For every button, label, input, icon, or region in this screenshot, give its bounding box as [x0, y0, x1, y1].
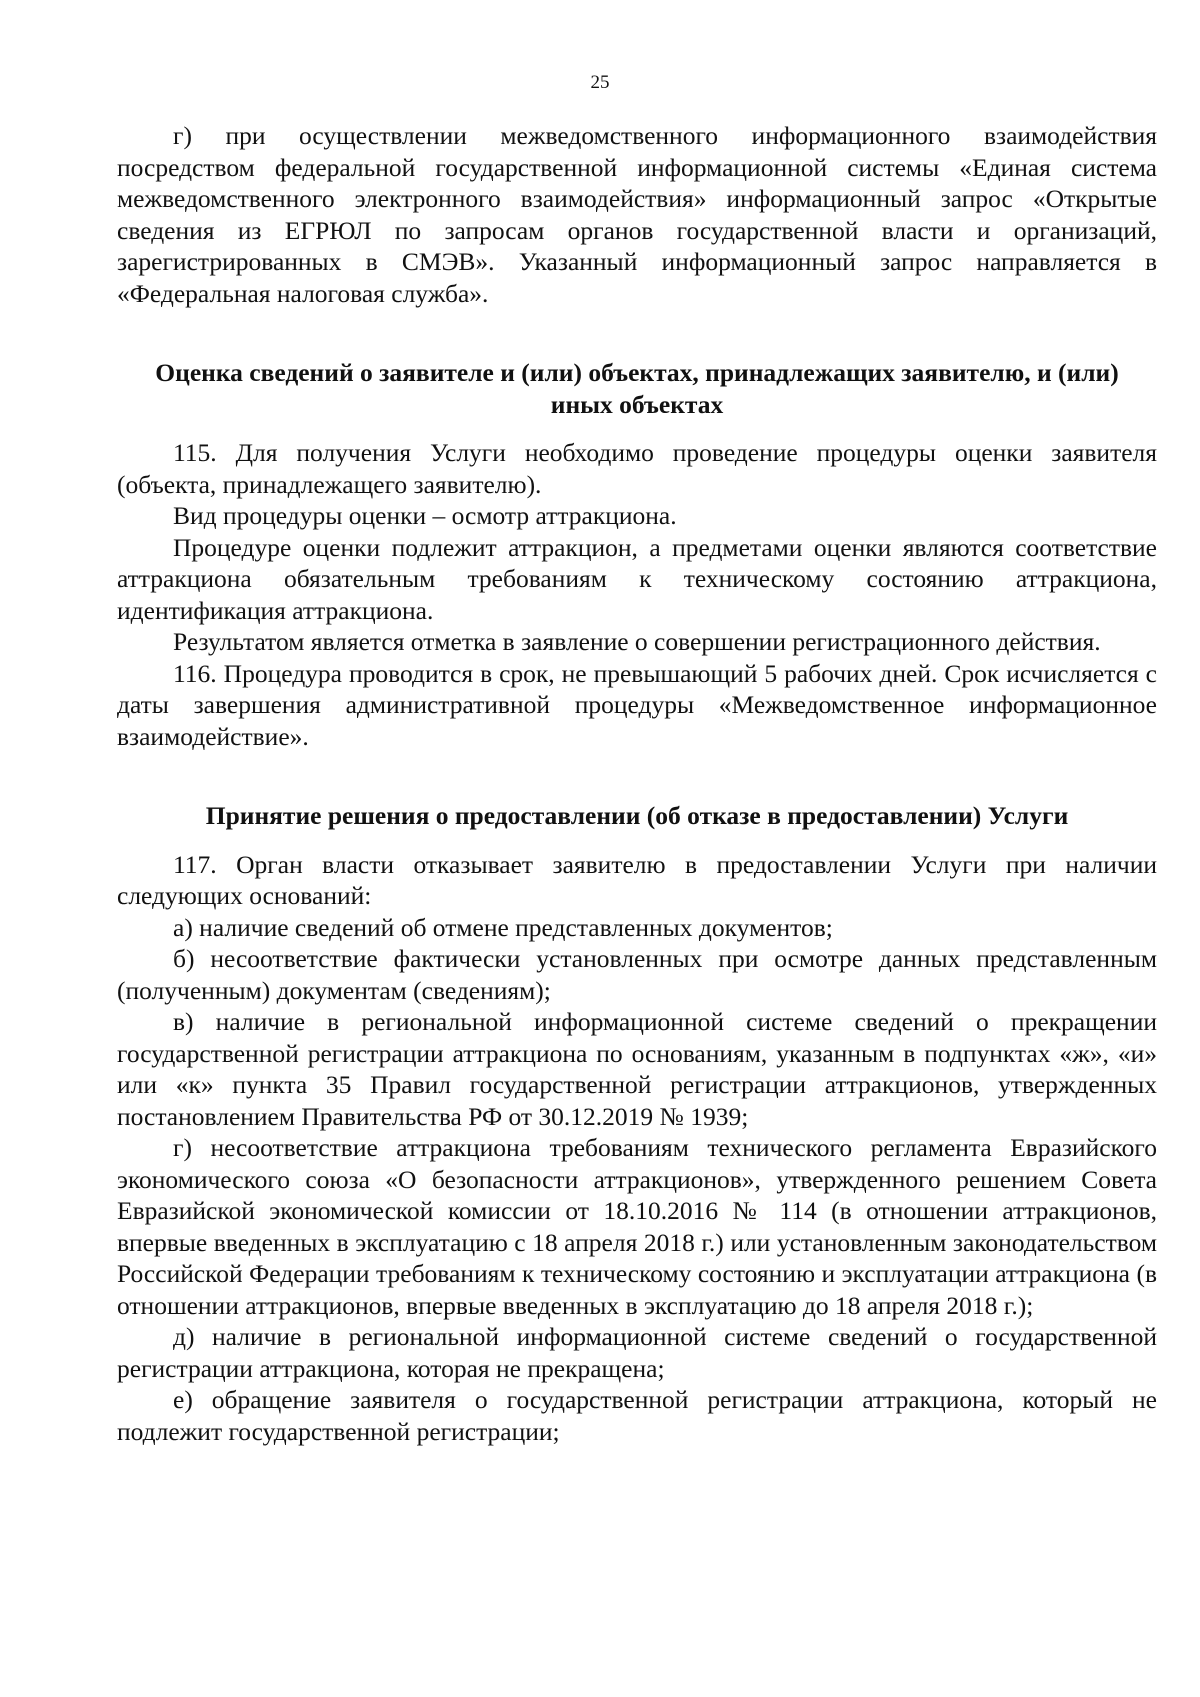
paragraph-g-smev: г) при осуществлении межведомственного информационного взаимодействия посредством федеральной государственной информационной системы «Единая система межведомственного электронного взаимодействия» информационный запрос «Открытые сведения из ЕГРЮЛ по запросам органов государственной власти и организаций, зарегистрированных в СМЭВ». Указанный информационный запрос направляется в «Федеральная налоговая служба». — [117, 121, 1157, 308]
section-heading-assessment: Оценка сведений о заявителе и (или) объектах, принадлежащих заявителю, и (или) иных объектах — [155, 358, 1119, 419]
paragraph-117-d: д) наличие в региональной информационной системе сведений о государственной регистрации аттракциона, которая не прекращена; — [117, 1322, 1157, 1383]
paragraph-116: 116. Процедура проводится в срок, не превышающий 5 рабочих дней. Срок исчисляется с даты завершения административной процедуры «Межведомственное информационное взаимодействие». — [117, 658, 1157, 751]
paragraph-assessment-type: Вид процедуры оценки – осмотр аттракциона. — [173, 501, 677, 530]
paragraph-117-g: г) несоответствие аттракциона требованиям технического регламента Евразийского экономического союза «О безопасности аттракционов», утвержденного решением Совета Евразийской экономической комиссии от 18.10.2016 № 114 (в отношении аттракционов, впервые введенных в эксплуатацию с 18 апреля 2018 г.) или установленным законодательством Российской Федерации требованиям к техническому состоянию и эксплуатации аттракциона (в отношении аттракционов, впервые введенных в эксплуатацию до 18 апреля 2018 г.); — [117, 1133, 1157, 1320]
paragraph-117-e: е) обращение заявителя о государственной регистрации аттракциона, который не подлежит государственной регистрации; — [117, 1385, 1157, 1446]
document-body — [117, 120, 1157, 1447]
paragraph-117-b: б) несоответствие фактически установленных при осмотре данных представленным (полученным) документам (сведениям); — [117, 944, 1157, 1005]
paragraph-117-a: а) наличие сведений об отмене представленных документов; — [173, 912, 833, 942]
section-heading-decision: Принятие решения о предоставлении (об отказе в предоставлении) Услуги — [205, 801, 1069, 830]
paragraph-assessment-subject: Процедуре оценки подлежит аттракцион, а предметами оценки являются соответствие аттракциона обязательным требованиям к техническому состоянию аттракциона, идентификация аттракциона. — [117, 532, 1157, 625]
page-number: 25 — [590, 72, 610, 93]
paragraph-117-v: в) наличие в региональной информационной системе сведений о прекращении государственной регистрации аттракциона по основаниям, указанным в подпунктах «ж», «и» или «к» пункта 35 Правил государственной регистрации аттракционов, утвержденных постановлением Правительства РФ от 30.12.2019 № 1939; — [117, 1007, 1157, 1131]
paragraph-117: 117. Орган власти отказывает заявителю в предоставлении Услуги при наличии следующих оснований: — [117, 849, 1157, 910]
paragraph-115: 115. Для получения Услуги необходимо проведение процедуры оценки заявителя (объекта, принадлежащего заявителю). — [117, 438, 1157, 499]
paragraph-assessment-result: Результатом является отметка в заявление о совершении регистрационного действия. — [173, 627, 1101, 656]
